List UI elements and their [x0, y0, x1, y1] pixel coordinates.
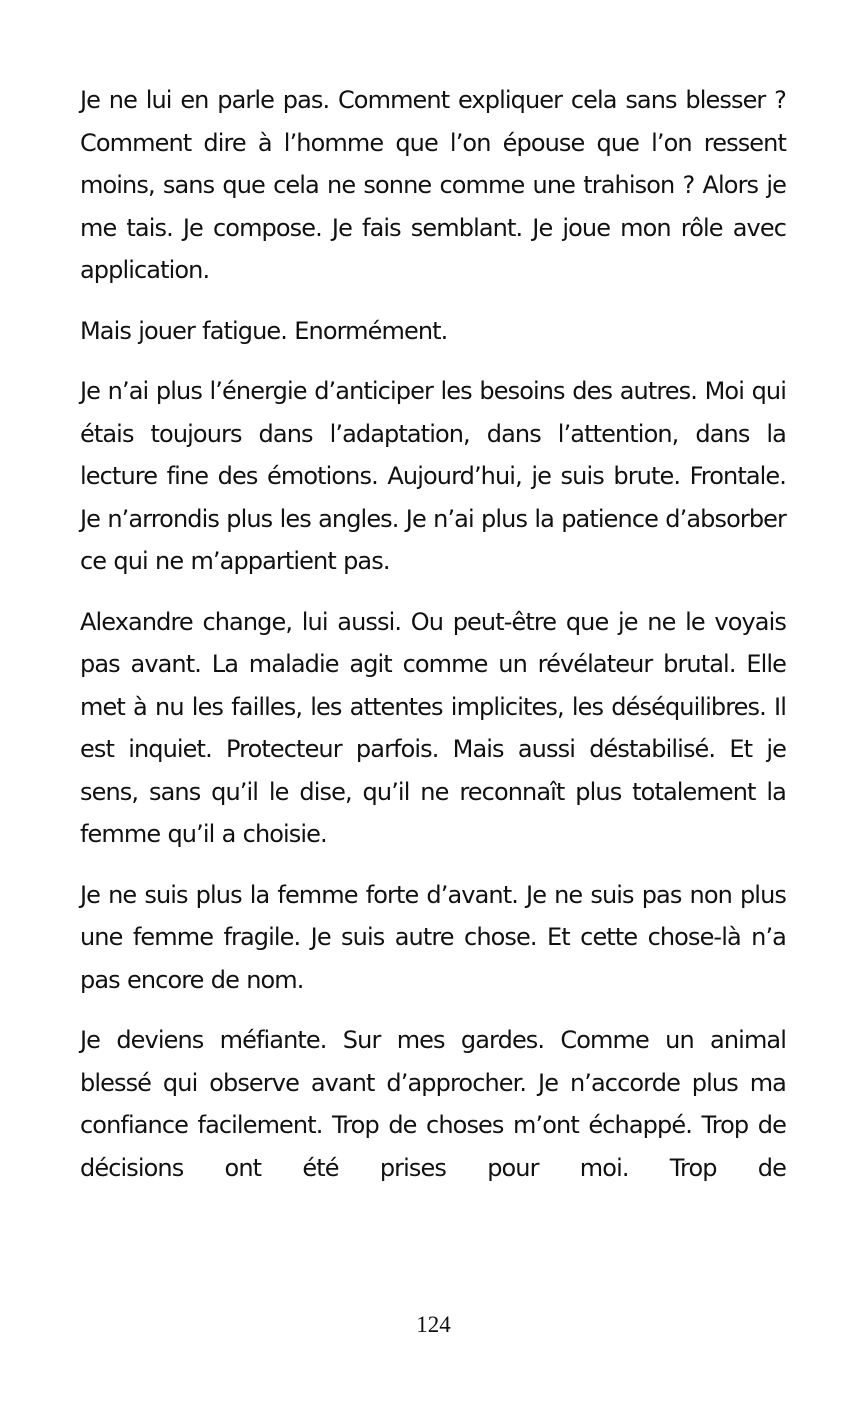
page-number: 124	[416, 1312, 451, 1337]
paragraph-1: Je ne lui en parle pas. Comment expliquer cela sans blesser ? Comment dire à l’homme que l’on épouse que l’on ressent moins, sans que cela ne sonne comme une trahison ? Alors je me tais. Je compose. Je fais semblant. Je joue mon rôle avec application.	[80, 86, 786, 284]
paragraph-5: Je ne suis plus la femme forte d’avant. Je ne suis pas non plus une femme fragile. Je suis autre chose. Et cette chose-là n’a pas encore de nom.	[80, 880, 786, 994]
paragraph-3: Je n’ai plus l’énergie d’anticiper les besoins des autres. Moi qui étais toujours dans l’adaptation, dans l’attention, dans la lecture fine des émotions. Aujourd’hui, je suis brute. Frontale. Je n’arrondis plus les angles. Je n’ai plus la patience d’absorber ce qui ne m’appartient pas.	[80, 377, 786, 575]
body-text	[80, 79, 786, 1207]
paragraph-6: Je deviens méfiante. Sur mes gardes. Comme un animal blessé qui observe avant d’approcher. Je n’accorde plus ma confiance facilement. Trop de choses m’ont échappé. Trop de décisions ont été prises pour moi. Trop de	[80, 1026, 786, 1182]
paragraph-2: Mais jouer fatigue. Enormément.	[80, 316, 448, 345]
paragraph-4: Alexandre change, lui aussi. Ou peut-être que je ne le voyais pas avant. La maladie agit comme un révélateur brutal. Elle met à nu les failles, les attentes implicites, les déséquilibres. Il est inquiet. Protecteur parfois. Mais aussi déstabilisé. Et je sens, sans qu’il le dise, qu’il ne reconnaît plus totalement la femme qu’il a choisie.	[80, 607, 786, 848]
